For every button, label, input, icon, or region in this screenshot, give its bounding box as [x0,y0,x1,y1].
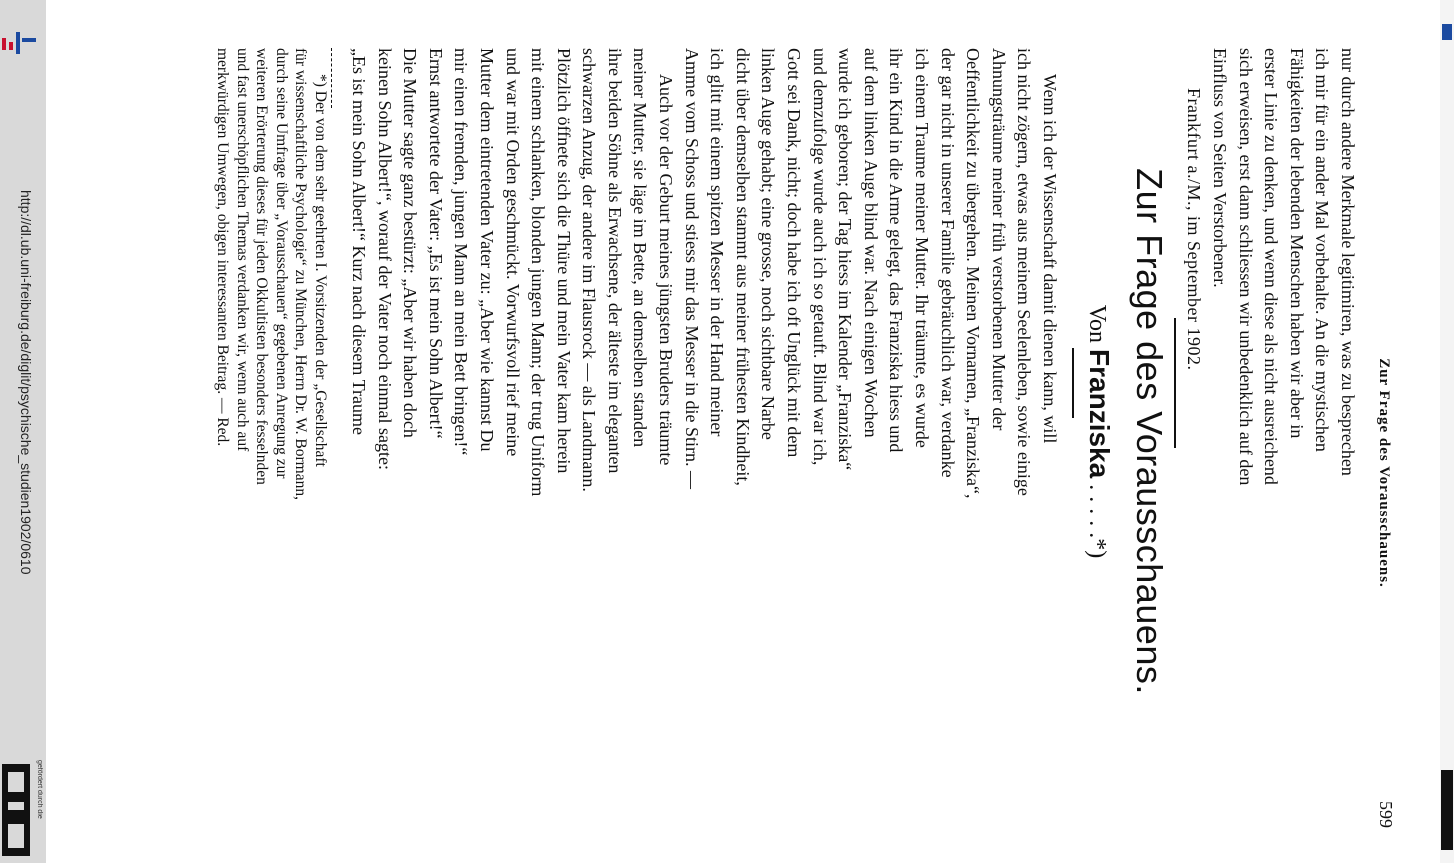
article-line: Ernst antwortete der Vater: „Es ist mein Sohn Albert!“ [425,48,446,439]
article-line: dicht über demselben stammt aus meiner frühesten Kindheit, [732,48,753,486]
article-line: Gott sei Dank, nicht; doch habe ich oft Unglück mit dem [784,48,805,458]
intro-line: nur durch andere Merkmale legitimiren, was zu besprechen [1338,48,1358,476]
article-line: und demzufolge wurde auch ich so getauft. Blind war ich, [809,48,830,466]
scanned-page [212,0,1400,863]
article-line: Oeffentlichkeit zu übergehen. Meinen Vornamen, „Franziska“, [963,48,984,499]
article-line: Ahnungsträume meiner früh verstorbenen Mutter der [988,48,1009,431]
article-line: linken Auge gehabt; eine grosse, noch sichtbare Narbe [758,48,779,440]
edge-mark [1442,24,1452,40]
edge-mark-dark [1441,770,1453,850]
article-line: Wenn ich der Wissenschaft damit dienen kann, will [1040,74,1060,444]
article-line: ich nicht zögern, etwas aus meinem Seelenleben, sowie einige [1014,48,1035,496]
article-line: Plötzlich öffnete sich die Thüre und mein Vater kam herein [553,48,574,474]
article-line: der gar nicht in unserer Familie gebräuchlich war, verdanke [937,48,958,478]
article-line: und war mit Orden geschmückt. Vorwurfsvoll rief meine [502,48,523,457]
funder-caption: gefördert durch die [36,760,43,819]
article-title: Zur Frage des Vorausschauens. [1129,168,1170,695]
article-line: meiner Mutter, sie läge im Bette, an demselben standen [630,48,651,448]
article-line: ich glitt mit einem spitzen Messer in der Hand meiner [707,48,728,437]
right-edge-strip [1440,0,1454,863]
page-number: 599 [1376,801,1396,828]
intro-line: sich erweisen, erst dann schliessen wir unbedenklich auf den [1235,48,1256,486]
scanned-page-viewport [212,0,1400,863]
article-body [345,48,1062,800]
article-line: Auch vor der Geburt meines jüngsten Bruders träumte [656,74,677,466]
left-sidebar [0,0,46,863]
article-line: schwarzen Anzug, der andere im Flausrock — als Landmann. [579,48,600,492]
footnote-line: weiteren Erörterung dieses für jeden Okkultisten besonders fesselnden [253,48,271,485]
footnote-line: und fast unerschöpflichen Themas verdanken wir, wenn auch auf [234,48,251,452]
footnote-rule [330,48,332,108]
intro-line: erster Linie zu denken, und wenn diese als nicht ausreichend [1261,48,1282,485]
dateline: Frankfurt a./M., im September 1902. [1184,88,1205,371]
byline-prefix: Von [1084,304,1110,344]
section-divider-bottom [1072,348,1074,418]
intro-line: ich mir für ein ander Mal vorbehalte. An die mystischen [1312,48,1333,452]
footnotes [213,48,330,800]
footnote-line: merkwürdigen Umwegen, obigen interessanten Beitrag. — Red. [214,48,232,447]
article-line: auf dem linken Auge blind war. Nach einigen Wochen [860,48,881,438]
section-divider-top [1174,318,1176,448]
source-url[interactable]: http://dl.ub.uni-freiburg.de/diglit/psychische_studien1902/0610 [18,190,34,575]
article-line: mir einen fremden, jungen Mann an mein Bett bringen!“ [451,48,472,456]
article-line: ihre beiden Söhne als Erwachsene, der älteste im eleganten [604,48,625,474]
footnote-line: für wissenschaftliche Psychologie“ zu München, Herrn Dr. W. Bormann, [292,48,310,500]
running-head-title: Zur Frage des Vorausschauens. [1376,358,1392,588]
byline-suffix: . . . . .*) [1084,478,1110,559]
running-head [1374,188,1396,828]
article-line: „Es ist mein Sohn Albert!“ Kurz nach diesem Traume [348,48,369,435]
intro-line: Einfluss von Seiten Verstorbener. [1210,48,1231,288]
intro-line: Fähigkeiten der lebenden Menschen haben wir aber in [1286,48,1307,439]
byline-author: Franziska [1084,349,1115,479]
footnote-line: *) Der von dem sehr geehrten I. Vorsitzenden der „Gesellschaft [312,74,329,467]
footnote-line: durch seine Umfrage über „Vorausschauen“ gegebenen Anregung zur [273,48,290,479]
article-line: Mutter dem eintretenden Vater zu: „Aber wie kannst Du [476,48,497,452]
article-line: Die Mutter sagte ganz bestürzt: „Aber wir haben doch [400,48,421,438]
article-line: ihr ein Kind in die Arme gelegt, das Franziska hiess und [886,48,907,453]
article-line: ich einem Traume meiner Mutter. Ihr träumte, es wurde [912,48,933,448]
intro-paragraph [1181,48,1360,800]
article-line: Amme vom Schoss und stiess mir das Messer in die Stirn. — [681,48,702,489]
article-line: wurde ich geboren; der Tag hiess im Kalender „Franziska“ [835,48,856,471]
ub-freiburg-logo-icon [0,28,46,58]
byline [1083,0,1115,863]
article-line: keinen Sohn Albert!“, worauf der Vater noch einmal sagte: [374,48,395,471]
article-line: mit einem schlanken, blonden jungen Mann; der trug Uniform [528,48,549,497]
